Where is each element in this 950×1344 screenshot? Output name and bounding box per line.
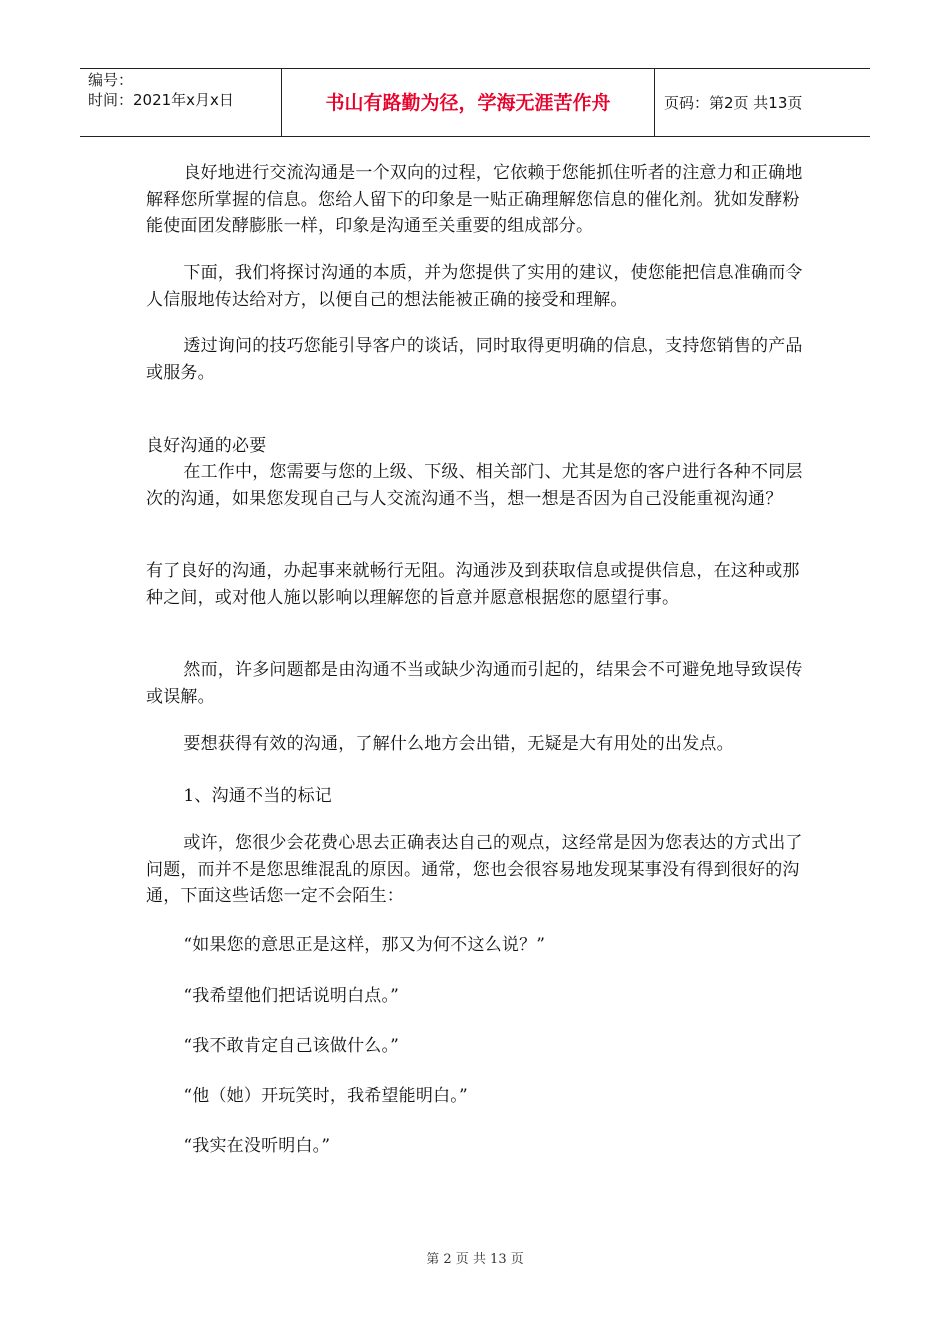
- document-number-label: 编号：: [88, 71, 134, 89]
- paragraph-effective: 要想获得有效的沟通，了解什么地方会出错，无疑是大有用处的出发点。: [183, 734, 734, 754]
- paragraph-questioning: 透过询问的技巧您能引导客户的谈话，同时取得更明确的信息，支持您销售的产品或服务。: [146, 336, 803, 383]
- quote-3: “我不敢肯定自己该做什么。”: [183, 1036, 400, 1056]
- quote-5: “我实在没听明白。”: [183, 1136, 331, 1156]
- header-motto: 书山有路勤为径，学海无涯苦作舟: [325, 92, 611, 114]
- paragraph-problems: 然而，许多问题都是由沟通不当或缺少沟通而引起的，结果会不可避免地导致误传或误解。: [146, 660, 803, 707]
- paragraph-work: 在工作中，您需要与您的上级、下级、相关部门、尤其是您的客户进行各种不同层次的沟通，如果您发现自己与人交流沟通不当，想一想是否因为自己没能重视沟通？: [146, 462, 803, 509]
- paragraph-good-communication: 有了良好的沟通，办起事来就畅行无阻。沟通涉及到获取信息或提供信息，在这种或那种之间，或对他人施以影响以理解您的旨意并愿意根据您的愿望行事。: [146, 561, 800, 608]
- page-footer: 第 2 页 共 13 页: [426, 1252, 524, 1267]
- paragraph-intro: 良好地进行交流沟通是一个双向的过程，它依赖于您能抓住听者的注意力和正确地解释您所掌握的信息。您给人留下的印象是一贴正确理解您信息的催化剂。犹如发酵粉能使面团发酵膨胀一样，印象是沟通至关重要的组成部分。: [146, 163, 803, 236]
- document-date: 时间：2021年x月x日: [88, 91, 234, 109]
- section-heading-signs: 1、沟通不当的标记: [183, 786, 333, 806]
- paragraph-perhaps: 或许，您很少会花费心思去正确表达自己的观点，这经常是因为您表达的方式出了问题，而并不是您思维混乱的原因。通常，您也会很容易地发现某事没有得到很好的沟通，下面这些话您一定不会陌生：: [146, 833, 803, 906]
- quote-4: “他（她）开玩笑时，我希望能明白。”: [183, 1086, 468, 1106]
- header-divider-right: [654, 68, 655, 136]
- header-bottom-border: [80, 136, 870, 137]
- header-divider-left: [281, 68, 282, 136]
- header-page-info: 页码：第2页 共13页: [664, 94, 803, 112]
- quote-1: “如果您的意思正是这样，那又为何不这么说？”: [183, 935, 546, 955]
- section-heading-necessity: 良好沟通的必要: [146, 436, 267, 456]
- quote-2: “我希望他们把话说明白点。”: [183, 986, 400, 1006]
- paragraph-explore: 下面，我们将探讨沟通的本质，并为您提供了实用的建议，使您能把信息准确而令人信服地传达给对方，以便自己的想法能被正确的接受和理解。: [146, 263, 803, 310]
- header-top-border: [80, 68, 870, 69]
